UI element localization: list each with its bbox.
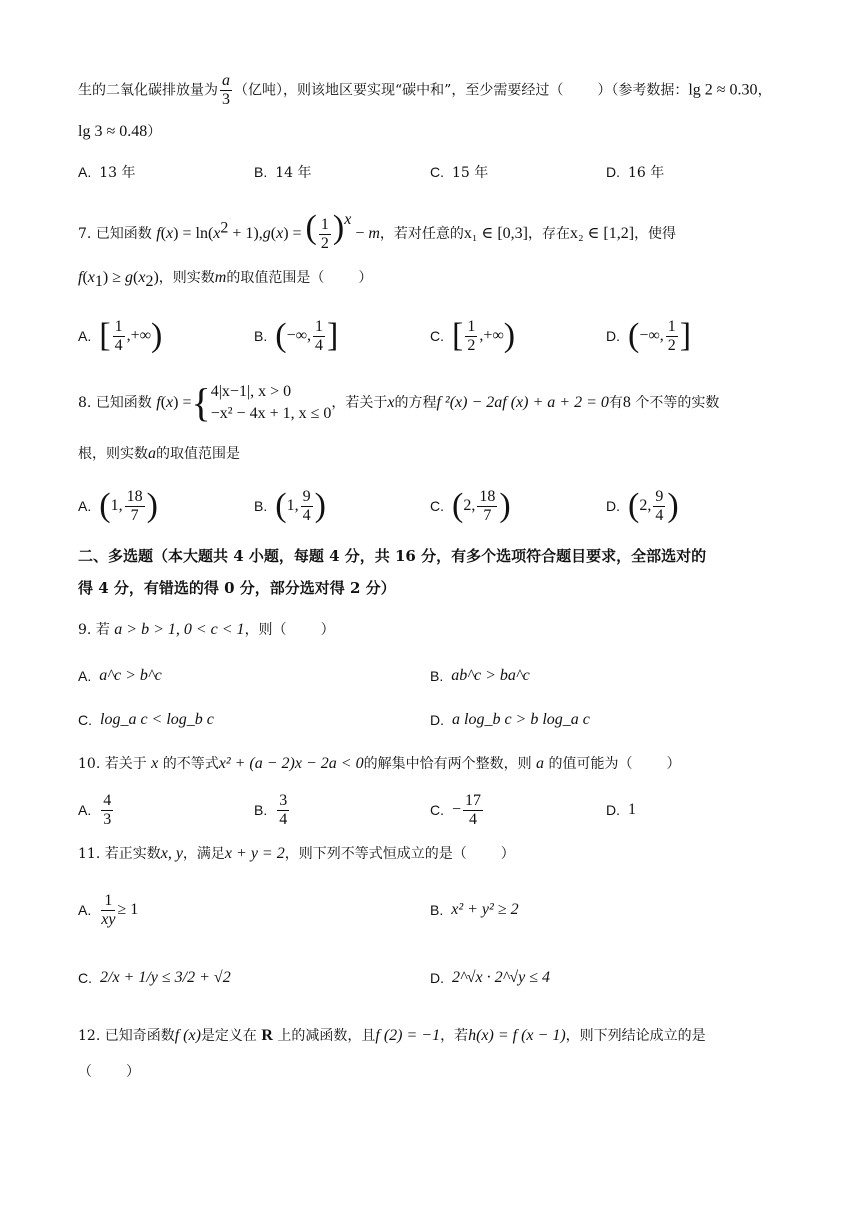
q7-option-c[interactable]: C. [ $\frac{1}{2}$ ,+∞ ) (430, 317, 516, 354)
q6-line2: lg 3 ≈ 0.48） (78, 123, 162, 140)
q8-piecewise: 4|x−1|, x > 0 −x² − 4x + 1, x ≤ 0 (210, 383, 332, 422)
q9-options-row1 (78, 652, 782, 700)
q12-line2: （ ） (78, 1064, 140, 1080)
q7-option-d[interactable]: D. ( −∞, $\frac{1}{2}$ ] (606, 317, 692, 354)
q8-options (78, 482, 782, 530)
q6-option-d[interactable]: D. 16 年 (606, 164, 665, 181)
q6-option-c[interactable]: C. 15 年 (430, 164, 489, 181)
q6-option-b[interactable]: B. 14 年 (254, 164, 312, 181)
q6-fraction: $\frac{a}{3}$ (222, 72, 230, 108)
q10-option-c[interactable]: C. − $\frac{17}{4}$ (430, 791, 482, 828)
q11-condition: x + y = 2 (224, 845, 285, 862)
q6-lg2: lg 2 ≈ 0.30 (688, 81, 758, 99)
q8-line1: 8. 已知函数 f ( x ) = { 4|x−1|, x > 0 −x² − 4x + 1, x ≤ 0 ，若关于 x 的方程 f ²(x) − 2af (x) + a + 2 = 0 有 8 个不等的实数 (78, 380, 720, 425)
q7-x2-range: x₂ ∈ [1,2] (569, 225, 635, 242)
q6-text: 生的二氧化碳排放量为 (78, 82, 218, 99)
q8-option-c[interactable]: C. ( 2, $\frac{18}{7}$ ) (430, 487, 511, 524)
section-heading: 二、多选题（本大题共 4 小题，每题 4 分，共 16 分，有多个选项符合题目要求，全部选对的 得 4 分，有错选的得 0 分，部分选对得 2 分） (78, 547, 707, 597)
q12-line1: 12. 已知奇函数f (x)是定义在 R 上的减函数，且f (2) = −1，若h(x) = f (x − 1)，则下列结论成立的是 (78, 1027, 706, 1044)
q8-option-d[interactable]: D. ( 2, $\frac{9}{4}$ ) (606, 487, 679, 524)
q6-lg3: lg 3 ≈ 0.48 (78, 123, 148, 140)
q10-inequality: x² + (a − 2)x − 2a < 0 (218, 755, 364, 772)
q11-options-row1 (78, 886, 782, 934)
q10-option-b[interactable]: B. $\frac{3}{4}$ (254, 791, 288, 828)
q7-option-a[interactable]: A. [ $\frac{1}{4}$ ,+∞ ) (78, 317, 163, 354)
q11-option-d[interactable]: D. 2^√x · 2^√y ≤ 4 (430, 969, 551, 986)
q9-condition: a > b > 1, 0 < c < 1 (114, 621, 245, 638)
q9-line: 9. 若 a > b > 1, 0 < c < 1，则（ ） (78, 621, 335, 638)
q10-option-d[interactable]: D. 1 (606, 801, 636, 818)
q11-line: 11. 若正实数x, y，满足x + y = 2，则下列不等式恒成立的是（ ） (78, 845, 515, 862)
q12-f2: f (2) = −1 (375, 1027, 441, 1044)
q11-options-row2 (78, 954, 782, 1002)
q7-x1-range: x₁ ∈ [0,3] (463, 225, 528, 242)
q7-line2: $f(x_1) \ge g(x_2)$，则实数m的取值范围是（ ） (78, 269, 373, 290)
q10-option-a[interactable]: A. $\frac{4}{3}$ (78, 791, 112, 828)
q9-option-d[interactable]: D. a log_b c > b log_a c (430, 711, 590, 728)
q9-option-c[interactable]: C. log_a c < log_b c (78, 711, 214, 728)
q6-options (78, 148, 782, 196)
q7-options (78, 312, 782, 360)
q8-option-a[interactable]: A. ( 1, $\frac{18}{7}$ ) (78, 487, 158, 524)
q6-line1: 生的二氧化碳排放量为 $\frac{a}{3}$ （亿吨），则该地区要实现“碳中和”，至少需要经过（ ）（参考数据：lg 2 ≈ 0.30， (78, 72, 772, 108)
q8-equation: f ²(x) − 2af (x) + a + 2 = 0 (436, 394, 609, 411)
q11-option-b[interactable]: B. x² + y² ≥ 2 (430, 901, 519, 918)
q11-option-a[interactable]: A. $\frac{1}{xy}$ ≥ 1 (78, 891, 139, 928)
q6-option-a[interactable]: A. 13 年 (78, 164, 136, 181)
q12-hx: h(x) = f (x − 1) (468, 1027, 566, 1044)
q9-options-row2 (78, 696, 782, 744)
q6-text-c: ）（参考数据： (597, 82, 689, 99)
q8-option-b[interactable]: B. ( 1, $\frac{9}{4}$ ) (254, 487, 326, 524)
q10-line: 10. 若关于 x 的不等式x² + (a − 2)x − 2a < 0的解集中恰有两个整数，则 a 的值可能为（ ） (78, 755, 681, 772)
q8-line2: 根，则实数a的取值范围是 (78, 445, 240, 462)
q7-option-b[interactable]: B. ( −∞, $\frac{1}{4}$ ] (254, 317, 339, 354)
q11-option-c[interactable]: C. 2/x + 1/y ≤ 3/2 + √2 (78, 969, 231, 986)
q6-text-b: （亿吨），则该地区要实现“碳中和”，至少需要经过（ (234, 82, 564, 99)
q10-options (78, 786, 782, 834)
q7-line1: 7. 已知函数 $f(x) = \ln(x^2 + 1),g(x)$ = ( $\frac{1}{2}$ )$^x$ − m，若对任意的x₁ ∈ [0,3]，存在x₂ ∈ [1,2]，使得 (78, 209, 677, 252)
q9-option-a[interactable]: A. a^c > b^c (78, 667, 162, 684)
q9-option-b[interactable]: B. ab^c > ba^c (430, 667, 530, 684)
